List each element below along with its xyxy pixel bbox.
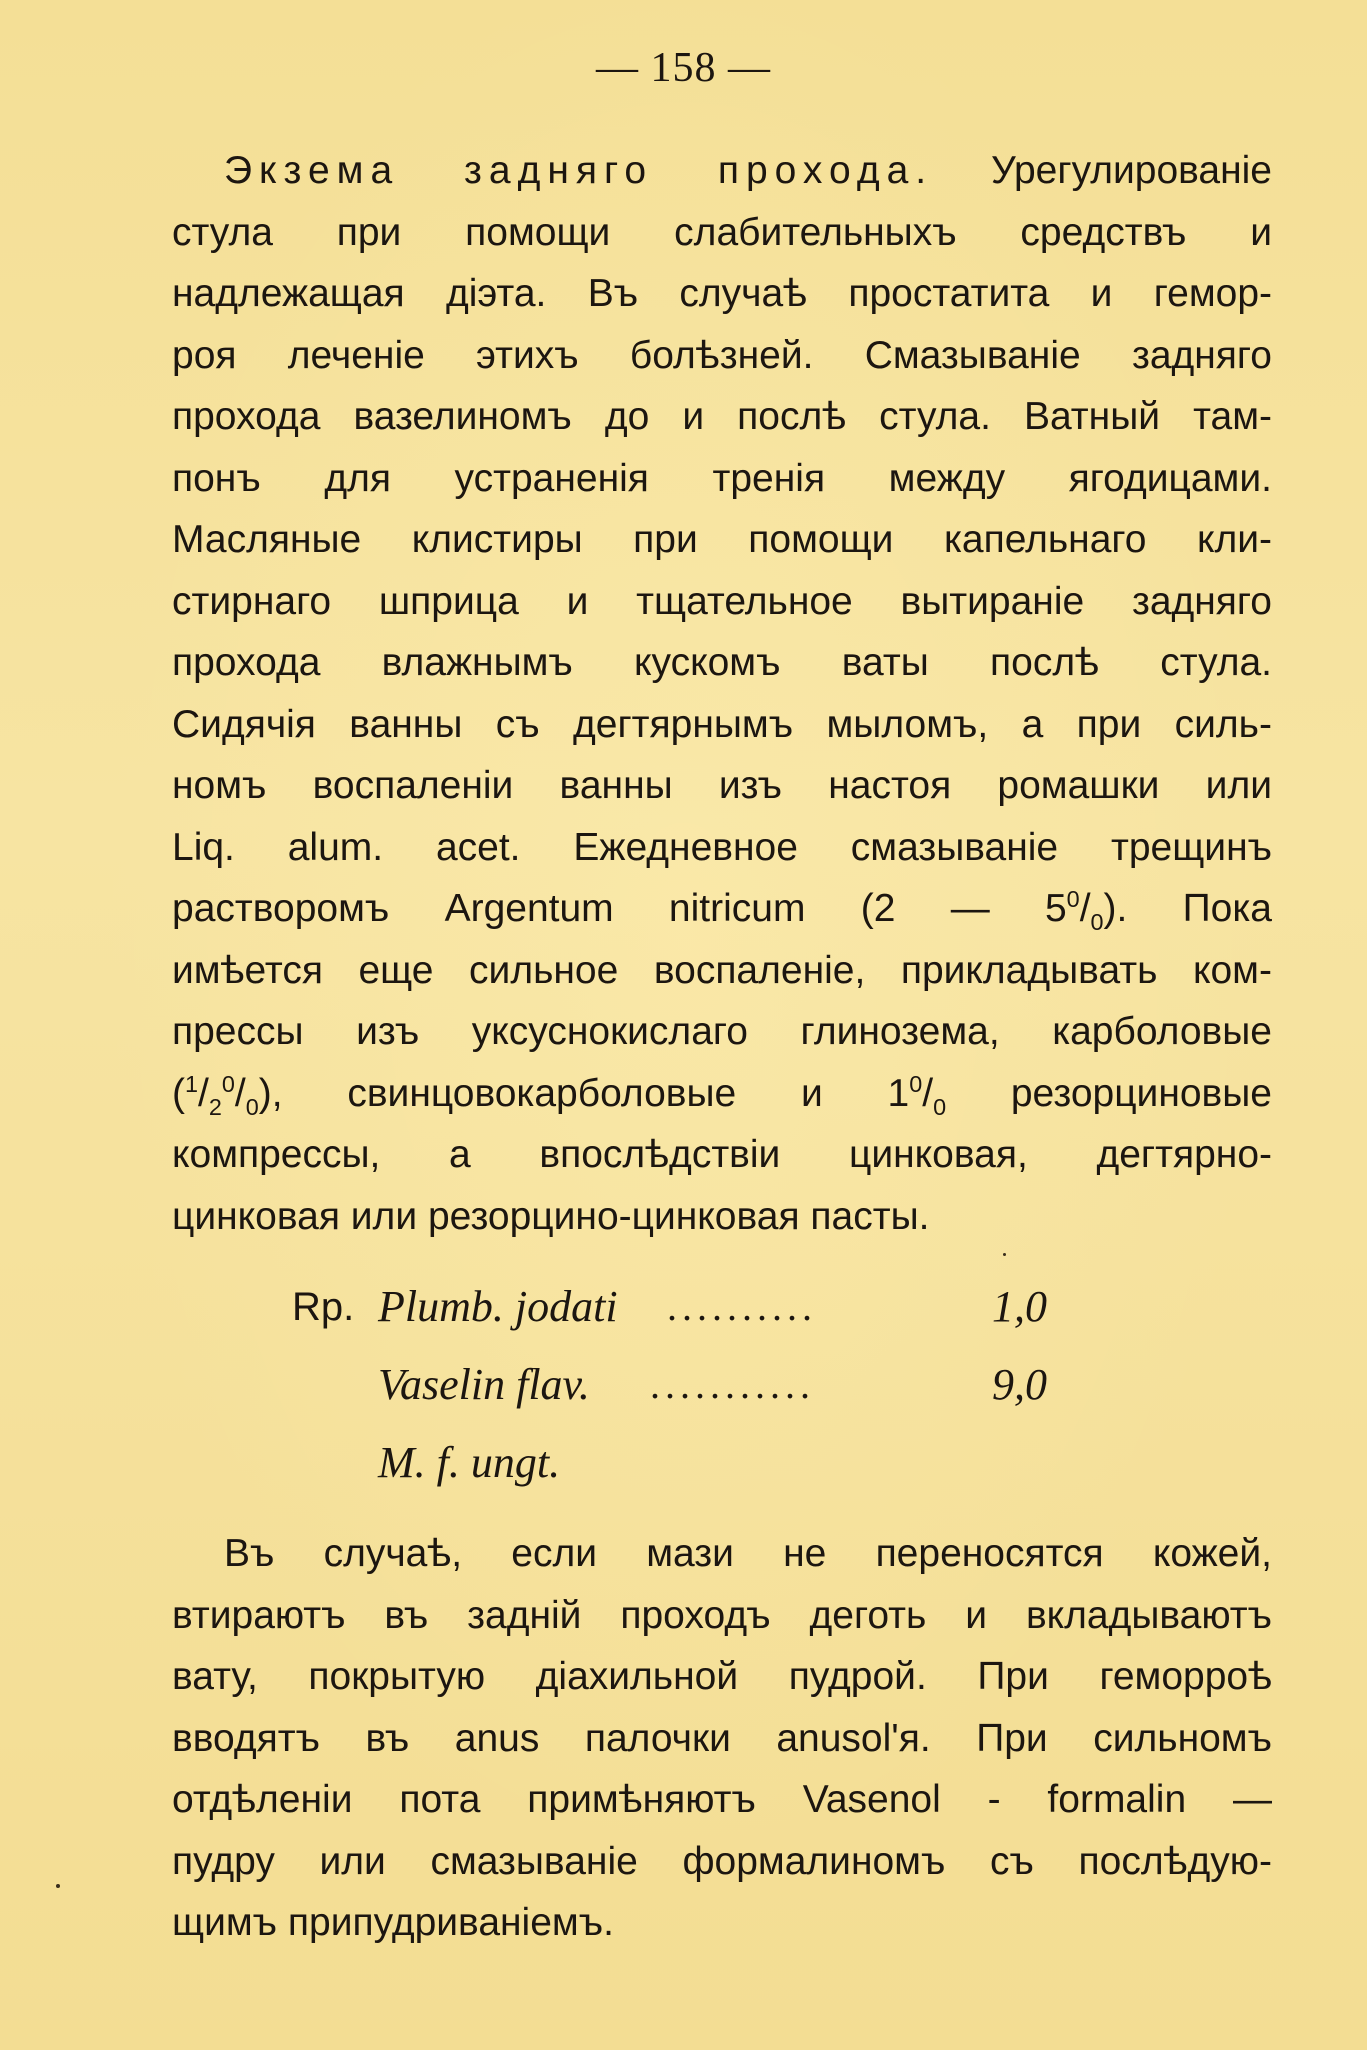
text-line: Въ случаѣ, если мази не переносятся кожей, — [224, 1532, 1272, 1575]
text-line: прессы изъ уксуснокислаго глинозема, карболовые — [172, 1010, 1272, 1053]
paragraph-alternative-treatment — [172, 1523, 1272, 1954]
text-line — [172, 878, 1272, 940]
subscript: 0 — [1090, 908, 1104, 935]
text-fragment: ), свинцовокарболовые и 1 — [258, 1071, 910, 1115]
paragraph-anal-eczema — [172, 140, 1272, 1247]
text-line: понъ для устраненія тренія между ягодицами. — [172, 456, 1272, 500]
text-line: Масляные клистиры при помощи капельнаго кли- — [172, 518, 1272, 561]
text-line: прохода вазелиномъ до и послѣ стула. Ватный там- — [172, 395, 1272, 438]
superscript: 0 — [221, 1070, 235, 1097]
text-line: втираютъ въ задній проходъ деготь и вкладываютъ — [172, 1593, 1272, 1637]
text-fragment: / — [922, 1071, 934, 1115]
text-line: вату, покрытую діахильной пудрой. При геморроѣ — [172, 1655, 1272, 1698]
text-line: роя леченіе этихъ болѣзней. Смазываніе задняго — [172, 333, 1272, 377]
text-line: стула при помощи слабительныхъ средствъ и — [172, 210, 1272, 254]
superscript: 0 — [909, 1070, 923, 1097]
text-line: имѣется еще сильное воспаленіе, прикладывать ком- — [172, 948, 1272, 992]
text-line-content: Урегулированіе — [933, 149, 1272, 192]
text-line: надлежащая діэта. Въ случаѣ простатита и гемор- — [172, 272, 1272, 315]
text-fragment: / — [198, 1071, 209, 1115]
text-line: вводятъ въ anus палочки anusol'я. При сильномъ — [172, 1716, 1272, 1760]
recipe-prefix: Rp. — [292, 1285, 355, 1329]
text-line: компрессы, а впослѣдствіи цинковая, дегтярно- — [172, 1133, 1272, 1176]
ingredient-quantity: 9,0 — [992, 1360, 1047, 1409]
text-line: пудру или смазываніе формалиномъ съ послѣдую- — [172, 1839, 1272, 1883]
subscript: 0 — [933, 1093, 947, 1120]
text-line: щимъ припудриваніемъ. — [172, 1901, 614, 1944]
superscript: 0 — [1066, 886, 1080, 912]
text-fragment: растворомъ Argentum nitricum (2 — 5 — [172, 887, 1067, 930]
text-fragment: / — [1079, 887, 1091, 930]
text-line: стирнаго шприца и тщательное вытираніе задняго — [172, 579, 1272, 623]
ingredient-name: Vaselin flav. — [378, 1360, 590, 1409]
ink-speck — [1003, 1253, 1006, 1256]
text-fragment: / — [234, 1071, 246, 1115]
text-line: Сидячія ванны съ дегтярнымъ мыломъ, а при силь- — [172, 702, 1272, 746]
ingredient-name: Plumb. jodati — [378, 1282, 618, 1331]
text-fragment: ( — [172, 1071, 185, 1115]
subscript: 0 — [245, 1093, 259, 1120]
text-fragment: резорциновые — [946, 1071, 1272, 1115]
prescription-instruction: M. f. ungt. — [378, 1438, 561, 1487]
text-fragment: ). Пока — [1103, 887, 1272, 930]
text-line: отдѣленіи пота примѣняютъ Vasenol - formalin — — [172, 1778, 1272, 1821]
text-line — [172, 140, 1272, 202]
superscript: 1 — [185, 1070, 199, 1097]
leader-dots: .......... — [667, 1284, 817, 1329]
text-line: Liq. alum. acet. Ежедневное смазываніе трещинъ — [172, 825, 1272, 869]
ink-speck — [56, 1884, 60, 1888]
subscript: 2 — [208, 1093, 222, 1120]
text-line: цинковая или резорцино-цинковая пасты. — [172, 1194, 930, 1238]
section-heading: Экзема задняго прохода. — [224, 149, 934, 192]
leader-dots: ........... — [650, 1362, 815, 1407]
page-number: — 158 — — [596, 45, 771, 91]
text-line: номъ воспаленіи ванны изъ настоя ромашки или — [172, 764, 1272, 807]
text-line — [172, 1063, 1272, 1125]
text-line: прохода влажнымъ кускомъ ваты послѣ стула. — [172, 641, 1272, 684]
ingredient-quantity: 1,0 — [992, 1282, 1047, 1331]
